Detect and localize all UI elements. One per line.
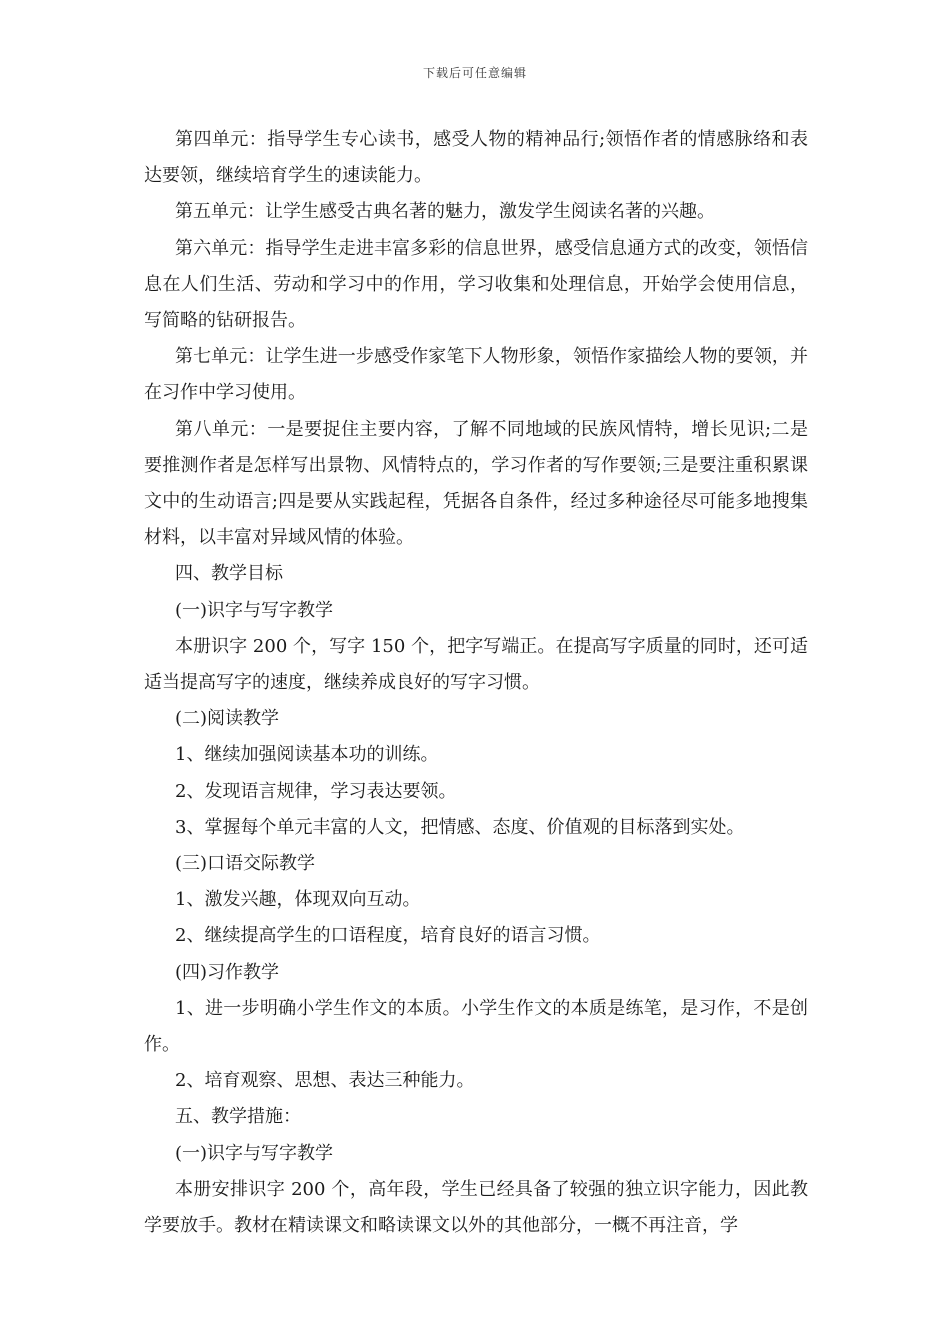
list-item: 3、掌握每个单元丰富的人文，把情感、态度、价值观的目标落到实处。: [175, 816, 745, 838]
list-item: 2、发现语言规律，学习表达要领。: [175, 780, 457, 802]
paragraph: 本册安排识字 200 个，高年段，学生已经具备了较强的独立识字能力，因此教学要放手。教材在精读课文和略读课文以外的其他部分，一概不再注音，学: [144, 1178, 808, 1237]
subsection-heading: (一)识字与写字教学: [175, 1142, 334, 1164]
subsection-heading: (一)识字与写字教学: [175, 599, 334, 621]
paragraph-unit-6: 第六单元：指导学生走进丰富多彩的信息世界，感受信息通方式的改变，领悟信息在人们生活、劳动和学习中的作用，学习收集和处理信息，开始学会使用信息，写简略的钻研报告。: [144, 237, 808, 332]
list-item: 2、培育观察、思想、表达三种能力。: [175, 1070, 475, 1092]
list-item: 1、进一步明确小学生作文的本质。小学生作文的本质是练笔，是习作，不是创作。: [144, 997, 808, 1056]
section-heading-teaching-goals: 四、教学目标: [175, 563, 283, 585]
paragraph-unit-4: 第四单元：指导学生专心读书，感受人物的精神品行;领悟作者的情感脉络和表达要领，继续培育学生的速读能力。: [144, 129, 808, 187]
list-item: 2、继续提高学生的口语程度，培育良好的语言习惯。: [175, 925, 601, 947]
subsection-heading: (四)习作教学: [175, 961, 280, 983]
subsection-heading: (三)口语交际教学: [175, 853, 316, 875]
list-item: 1、继续加强阅读基本功的训练。: [175, 744, 439, 766]
paragraph-unit-8: 第八单元：一是要捉住主要内容，了解不同地域的民族风情特，增长见识;二是要推测作者是怎样写出景物、风情特点的，学习作者的写作要领;三是要注重积累课文中的生动语言;四是要从实践起程，凭据各自条件，经过多种途径尽可能多地搜集材料，以丰富对异域风情的体验。: [144, 418, 808, 549]
paragraph: 本册识字 200 个，写字 150 个，把字写端正。在提高写字质量的同时，还可适适当提高写字的速度，继续养成良好的写字习惯。: [144, 635, 808, 694]
document-body: [144, 122, 808, 1244]
list-item: 1、激发兴趣，体现双向互动。: [175, 889, 421, 911]
paragraph-unit-7: 第七单元：让学生进一步感受作家笔下人物形象，领悟作家描绘人物的要领，并在习作中学习使用。: [144, 346, 808, 404]
subsection-heading: (二)阅读教学: [175, 708, 280, 730]
section-heading-teaching-measures: 五、教学措施：: [175, 1106, 301, 1128]
page-header: 下载后可任意编辑: [422, 66, 527, 80]
paragraph-unit-5: 第五单元：让学生感受古典名著的魅力，激发学生阅读名著的兴趣。: [175, 201, 715, 223]
